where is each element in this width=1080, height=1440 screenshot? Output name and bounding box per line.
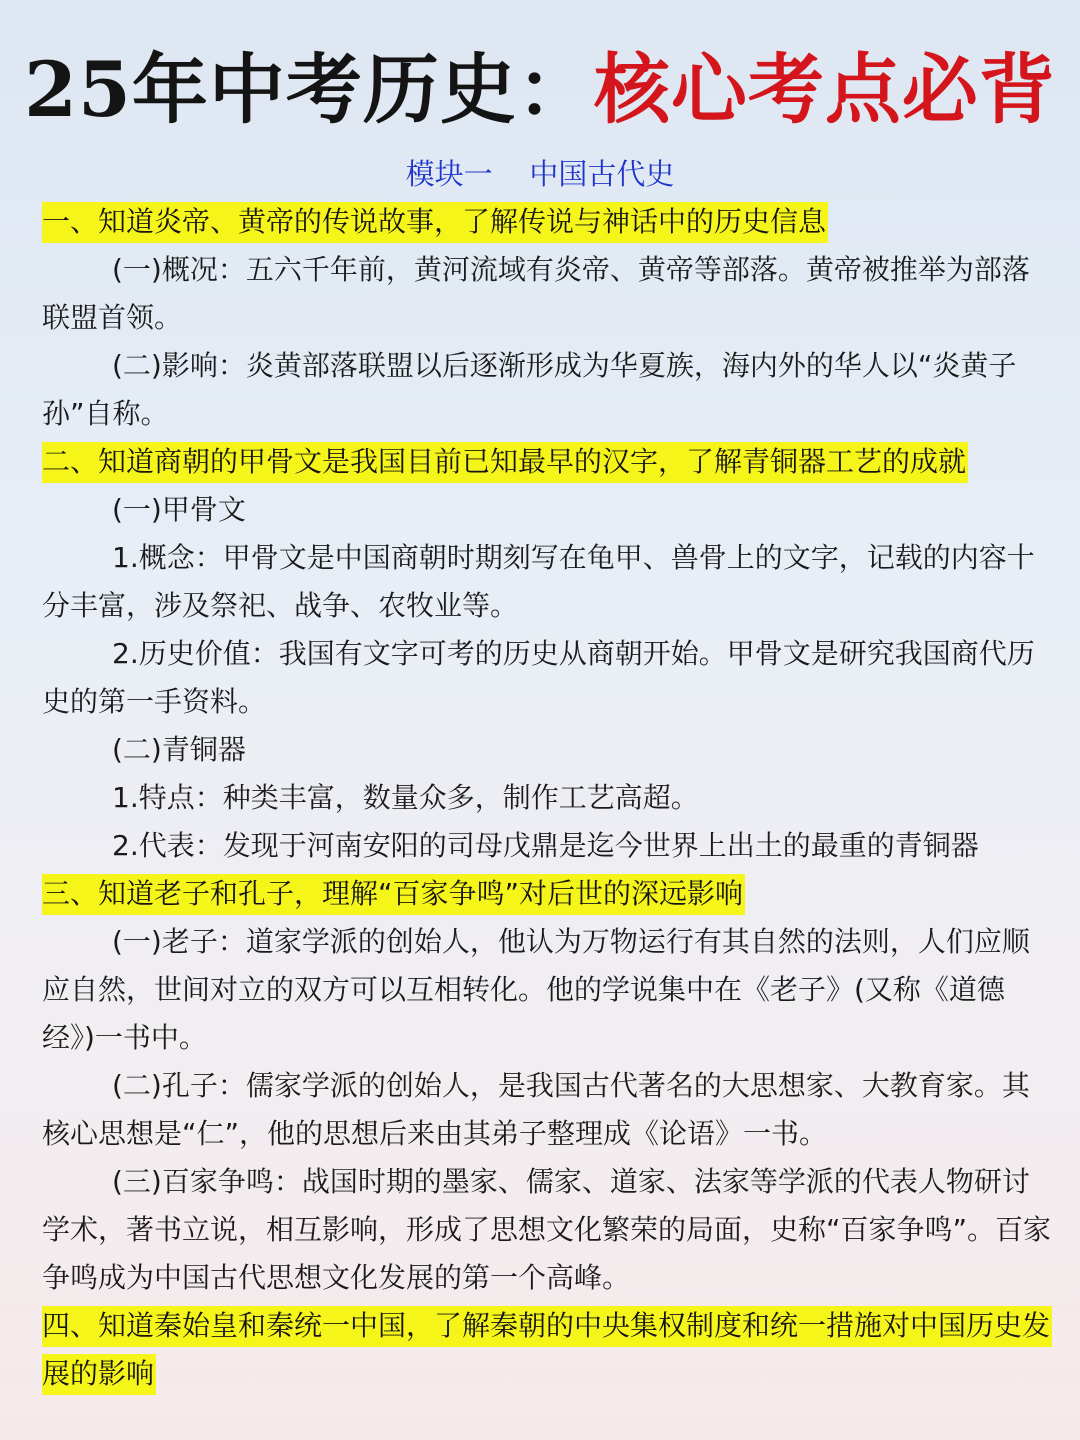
paragraph: (一)概况：五六千年前，黄河流域有炎帝、黄帝等部落。黄帝被推举为部落联盟首领。: [42, 253, 1030, 334]
section-heading-4: [42, 1302, 1052, 1398]
page-title: [0, 38, 1080, 142]
highlighted-heading: 四、知道秦始皇和秦统一中国，了解秦朝的中央集权制度和统一措施对中国历史发展的影响: [42, 1306, 1052, 1395]
highlighted-heading: 三、知道老子和孔子，理解“百家争鸣”对后世的深远影响: [42, 874, 745, 915]
paragraph: (一)老子：道家学派的创始人，他认为万物运行有其自然的法则，人们应顺应自然，世间对立的双方可以互相转化。他的学说集中在《老子》(又称《道德经》)一书中。: [42, 925, 1030, 1054]
paragraph: (二)青铜器: [112, 733, 246, 766]
title-part-red: 核心考点必背: [593, 45, 1056, 134]
paragraph: 1.特点：种类丰富，数量众多，制作工艺高超。: [112, 781, 699, 814]
paragraph: (一)甲骨文: [112, 493, 246, 526]
module-heading: 模块一 中国古代史: [405, 157, 675, 191]
paragraph: 2.历史价值：我国有文字可考的历史从商朝开始。甲骨文是研究我国商代历史的第一手资料。: [42, 637, 1035, 718]
section-heading-1: [42, 198, 1052, 246]
paragraph: (二)孔子：儒家学派的创始人，是我国古代著名的大思想家、大教育家。其核心思想是“仁”，他的思想后来由其弟子整理成《论语》一书。: [42, 1069, 1030, 1150]
highlighted-heading: 二、知道商朝的甲骨文是我国目前已知最早的汉字，了解青铜器工艺的成就: [42, 442, 968, 483]
paragraph: 1.概念：甲骨文是中国商朝时期刻写在龟甲、兽骨上的文字，记载的内容十分丰富，涉及祭祀、战争、农牧业等。: [42, 541, 1035, 622]
paragraph: 2.代表：发现于河南安阳的司母戊鼎是迄今世界上出土的最重的青铜器: [112, 829, 979, 862]
content-body: [42, 198, 1052, 1398]
paragraph: (二)影响：炎黄部落联盟以后逐渐形成为华夏族，海内外的华人以“炎黄子孙”自称。: [42, 349, 1017, 430]
section-heading-3: [42, 870, 1052, 918]
highlighted-heading: 一、知道炎帝、黄帝的传说故事，了解传说与神话中的历史信息: [42, 202, 828, 243]
title-part-black: 25年中考历史：: [24, 45, 594, 134]
paragraph: (三)百家争鸣：战国时期的墨家、儒家、道家、法家等学派的代表人物研讨学术，著书立说，相互影响，形成了思想文化繁荣的局面，史称“百家争鸣”。百家争鸣成为中国古代思想文化发展的第一个高峰。: [42, 1165, 1052, 1294]
section-heading-2: [42, 438, 1052, 486]
